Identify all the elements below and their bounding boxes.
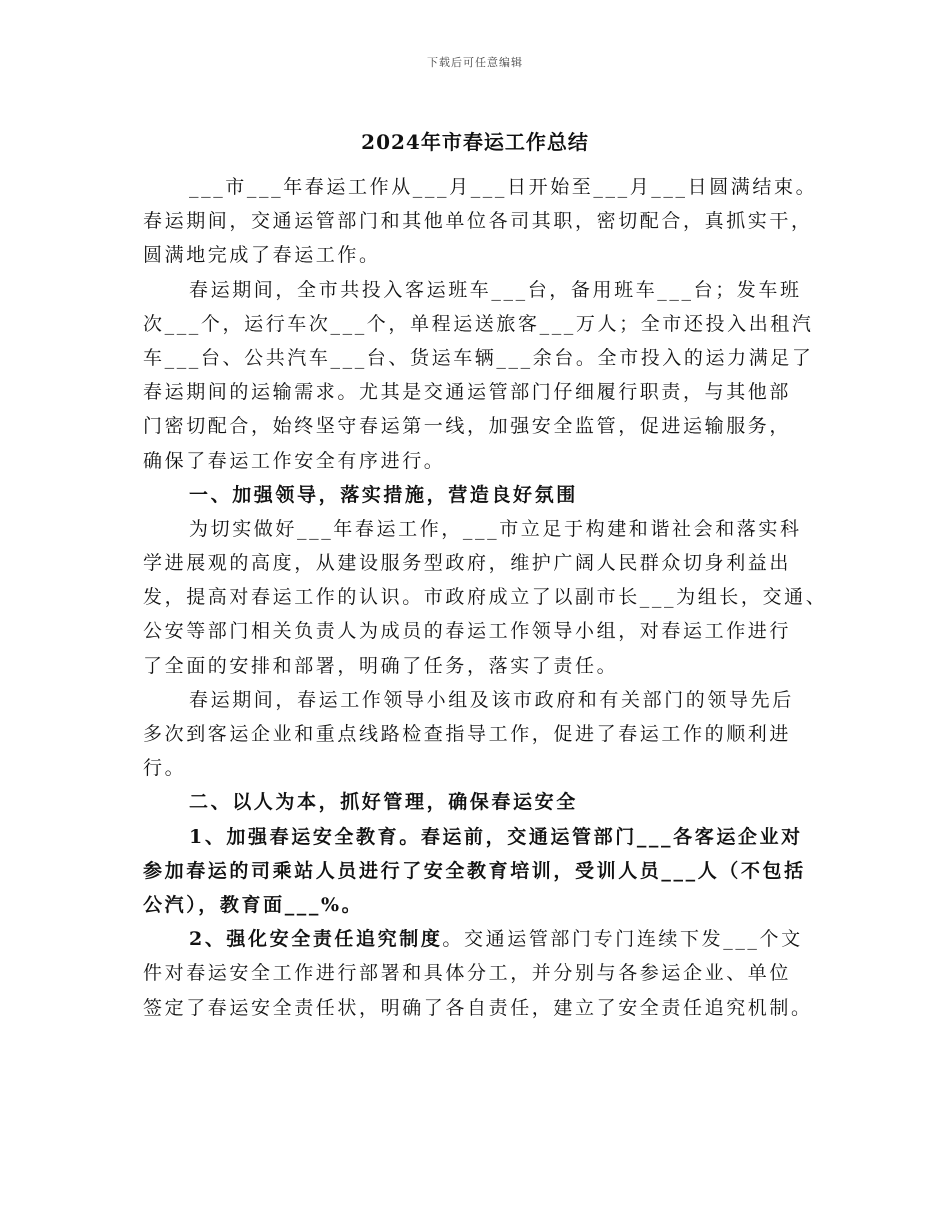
document-title: 2024年市春运工作总结 bbox=[361, 130, 589, 154]
text-line: 为切实做好___年春运工作，___市立足于构建和谐社会和落实科 bbox=[189, 517, 802, 540]
section-heading-1 bbox=[143, 478, 823, 512]
text-line: 1、加强春运安全教育。春运前，交通运管部门___各客运企业对 bbox=[189, 825, 803, 848]
text-line: ___市___年春运工作从___月___日开始至___月___日圆满结束。 bbox=[189, 176, 818, 198]
text-line: 公汽），教育面___%。 bbox=[143, 893, 364, 916]
text-line: 车___台、公共汽车___台、货运车辆___余台。全市投入的运力满足了 bbox=[143, 346, 814, 369]
paragraph-safety-education bbox=[143, 820, 823, 923]
text-line: 学进展观的高度，从建设服务型政府，维护广阔人民群众切身利益出 bbox=[143, 552, 792, 575]
text-line: 圆满地完成了春运工作。 bbox=[143, 244, 381, 267]
text-line: 发，提高对春运工作的认识。市政府成立了以副市长___为组长，交通、 bbox=[143, 586, 828, 609]
text-line: 了全面的安排和部署，明确了任务，落实了责任。 bbox=[143, 654, 619, 677]
text-line: 春运期间，春运工作领导小组及该市政府和有关部门的领导先后 bbox=[189, 688, 794, 711]
text-line: 件对春运安全工作进行部署和具体分工，并分别与各参运企业、单位 bbox=[143, 962, 792, 985]
paragraph-intro bbox=[143, 170, 823, 273]
document-body bbox=[143, 170, 828, 1025]
text-line: 公安等部门相关负责人为成员的春运工作领导小组，对春运工作进行 bbox=[143, 620, 792, 643]
paragraph-leadership bbox=[143, 512, 828, 683]
heading-line: 一、加强领导，落实措施，营造良好氛围 bbox=[189, 483, 578, 506]
text-line: 确保了春运工作安全有序进行。 bbox=[143, 449, 446, 472]
text-line: 多次到客运企业和重点线路检查指导工作，促进了春运工作的顺利进 bbox=[143, 723, 792, 745]
text-line-mixed bbox=[143, 922, 823, 956]
page-header-note: 下载后可任意编辑 bbox=[427, 56, 523, 69]
text-line: 春运期间，全市共投入客运班车___台，备用班车___台；发车班 bbox=[189, 278, 802, 301]
text-line: 行。 bbox=[143, 757, 187, 780]
text-line: 门密切配合，始终坚守春运第一线，加强安全监管，促进运输服务， bbox=[143, 415, 792, 438]
heading-line: 二、以人为本，抓好管理，确保春运安全 bbox=[189, 791, 578, 814]
text-line: 参加春运的司乘站人员进行了安全教育培训，受训人员___人（不包括 bbox=[143, 859, 806, 882]
paragraph-inspection bbox=[143, 683, 823, 786]
paragraph-overview bbox=[143, 273, 823, 478]
lead-bold-phrase: 2、强化安全责任追究制度 bbox=[189, 928, 443, 951]
text-line: 签定了春运安全责任状，明确了各自责任，建立了安全责任追究机制。 bbox=[143, 996, 813, 1019]
paragraph-responsibility bbox=[143, 922, 823, 1025]
text-line: 次___个，运行车次___个，单程运送旅客___万人；全市还投入出租汽 bbox=[143, 312, 814, 335]
line-rest: 。交通运管部门专门连续下发___个文 bbox=[442, 928, 803, 951]
text-line: 春运期间，交通运管部门和其他单位各司其职，密切配合，真抓实干， bbox=[143, 210, 813, 233]
text-line: 春运期间的运输需求。尤其是交通运管部门仔细履行职责，与其他部 bbox=[143, 381, 792, 404]
section-heading-2 bbox=[143, 785, 823, 819]
